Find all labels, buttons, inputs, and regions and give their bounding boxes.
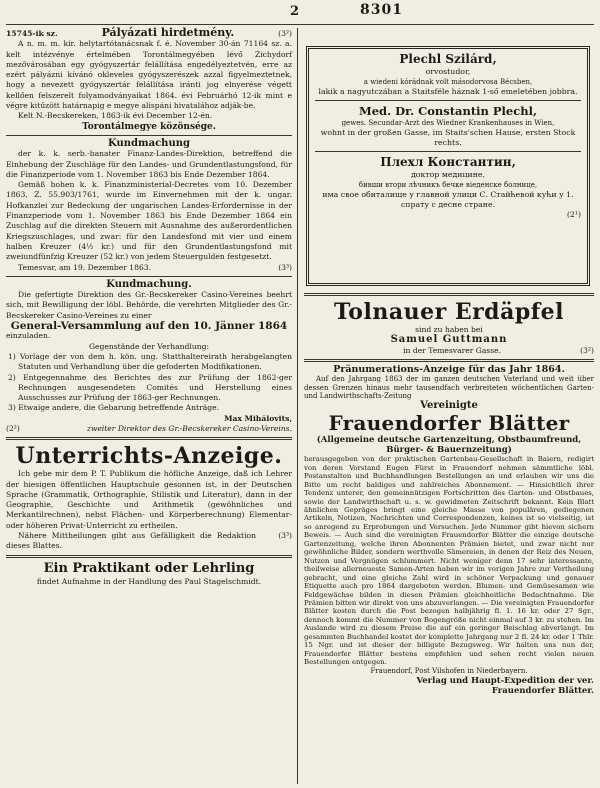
erdaepfel-title: Tolnauer Erdäpfel bbox=[333, 299, 565, 325]
fr-publisher1: Verlag und Haupt-Expedition der ver. bbox=[416, 675, 594, 686]
kund2-invite: einzuladen. bbox=[6, 331, 51, 341]
unterricht-body: Ich gebe mir dem P. T. Publikum die höfliche Anzeige, daß ich Lehrer der hiesigen öffentlichen Hauptschule gesonnen ist, in der Deutschen Sprache (Grammatik, Orthographie, Stilistik und Literatur), dann in der Geographie, Geschichte und Arithmetik (gewöhnliches und Merkantilrechnen), nebst Flächen- und Körperberechnung) Elementar- oder höheren Privat-Unterricht zu ertheilen. bbox=[6, 469, 292, 530]
erdaepfel-l1: sind zu haben bei bbox=[415, 325, 483, 334]
separator bbox=[304, 359, 594, 362]
kund1-date: Temesvar, am 19. Dezember 1863. bbox=[18, 262, 152, 272]
kund2-assembly: General-Versammlung auf den 10. Jänner 1864 bbox=[10, 320, 288, 333]
separator bbox=[304, 293, 594, 296]
column-divider bbox=[297, 28, 298, 784]
unterricht-note: Nähere Mittheilungen gibt aus Gefälligkeit die Redaktion dieses Blattes. bbox=[6, 531, 256, 551]
ad-signature: Torontálmegye közönsége. bbox=[82, 121, 216, 132]
kund2-item: 1) Vorlage der von dem h. kön. ung. Statthaltereirath herabgelangten Statuten und Verhandlung über die gefoderten Modifikationen. bbox=[8, 351, 292, 372]
ad-date: Kelt N.-Becskereken, 1863-ik évi December 12-én. bbox=[18, 111, 213, 121]
kundmachung-casino bbox=[6, 280, 292, 434]
plechl-name-de: Med. Dr. Constantin Plechl, bbox=[359, 104, 537, 118]
plechl-title-hu: orvostudor, bbox=[425, 67, 471, 76]
kund2-item: 2) Entgegennahme des Berichtes des zur Prüfung der 1862-ger Rechnungen ausgesendeten Comités und Herstellung eines Ausschusses zur Prüfung der 1863-ger Rechnungen. bbox=[8, 372, 292, 403]
erdaepfel-ad bbox=[304, 299, 594, 356]
kund1-mark: (3³) bbox=[278, 262, 292, 272]
plechl-line-de: gewes. Secundar-Arzt des Wiedner Krankenhauses in Wien, bbox=[341, 119, 555, 127]
plechl-addr-hu: lakik a nagyutczában a Staitsféle háznak 1-ső emeletében jobbra. bbox=[318, 87, 578, 96]
plechl-line-hu: a wiedeni kórádnak volt másodorvosa Bécsben, bbox=[363, 78, 533, 86]
fr-vereinigte: Vereinigte bbox=[420, 399, 478, 411]
erdaepfel-mark: (3²) bbox=[580, 345, 594, 355]
frauendorfer-ad bbox=[304, 365, 594, 696]
praktikant-title: Ein Praktikant oder Lehrling bbox=[43, 560, 255, 576]
fr-title: Frauendorfer Blätter bbox=[328, 411, 570, 436]
fr-body: herausgegeben von der praktischen Gartenbau-Gesellschaft in Baiern, redigirt von deren Vorstand Eugen Fürst in Frauendorf nehmen sämmtliche löbl. Postanstalten und Buchhandlungen Bestellungen an und erlauben wir uns die Bitte um recht baldiges und zahlreiches Abonnement. — Hinsichtlich ihrer Tendenz unterer, den gemeinnützigen Fortschritten des Garten- und Obstbaues, sowie der Landwirthschaft u. s. w. gewidmeten Zeitschrift bekannt. Kein Blatt ähnlichen Gepräges bringt eine gleiche Masse von populären, gediegenen Artikeln, Notizen, Nachrichten und Correspondenzen, keines ist so vielseitig, ist so anregend zu Erprobungen und Versuchen. Jede Nummer gibt hievon sichern Beweis. — Auch sind die vereinigten Frauendorfer Blätter die einzige deutsche Gartenzeitung, welche ihren Abonnenten Prämien bietet, und zwar nicht nur gewöhnliche Bilder, sondern werthvolle Sämereien, in denen der Reiz des Neuen, Nutzen und Vergnügen schlummert. Nicht weniger denn 17 sehr interessante, theilweise allerneueste Samen-Arten haben wir im vorigen Jahre zur Vertheilung gebracht, und eine gleiche Zahl wird in schöner Verpackung und genauer Etiquette auch pro 1864 dargeboten werden. Blumen- und Gemüsesamen wie Feldgewächse bilden in diesen Prämien gleichheitliche Bedachtnahme. Die Prämien bitten wir direkt von uns abzuverlangen. — Die vereinigten Frauendorfer Blätter kosten durch die Post bezogen halbjährig fl. 1. 16 kr. oder 27 Sgr., dennoch kommt die Nummer von Bogengröße nicht einmal auf 3 kr. zu stehen. Im Auslande wird zu diesem Preise die auf ein geringer Beischlag abverlangt. Im gesammten Buchhandel kostet der komplette Jahrgang nur 2 fl. 24 kr. oder 1 Thlr. 15 Ngr. und ist dieser der billigste Bezugsweg. Wir halten uns nun der, Frauendorfer Blätter bestens empfehlen und sehen recht vielen neuen Bestellungen entgegen. bbox=[304, 455, 594, 667]
praktikant-ad bbox=[6, 561, 292, 587]
fr-sub: (Allgemeine deutsche Gartenzeitung, Obstbaumfreund, Bürger- & Bauernzeitung) bbox=[316, 435, 582, 456]
separator bbox=[6, 276, 292, 277]
fr-head: Pränumerations-Anzeige für das Jahr 1864. bbox=[333, 363, 565, 375]
unterricht-mark: (3³) bbox=[278, 531, 292, 541]
kund1-p1: der k. k. serb.-banater Finanz-Landes-Direktion, betreffend die Einhebung der Zuschläge für den Landes- und Grundentlastungsfond, für die Finanzperiode vom 1. November 1863 bis Ende Dezember 1864. bbox=[6, 149, 292, 179]
kund2-sign-role: zweiter Direktor des Gr.-Becskereker Casino-Vereins. bbox=[86, 423, 292, 433]
page-number: 2 bbox=[290, 4, 300, 19]
plechl-name-hu: Plechl Szilárd, bbox=[399, 52, 497, 66]
header-rule bbox=[6, 24, 594, 25]
plechl-name-sr: Плехл Константин, bbox=[380, 155, 516, 169]
erdaepfel-l2: in der Temesvarer Gasse. bbox=[403, 345, 502, 355]
plechl-addr-sr: има свое обиталище у главной улици С. Стайћевой кући у 1. спрату с десне стране. bbox=[322, 190, 574, 209]
kund2-sign-name: Max Mihálovits, bbox=[224, 413, 292, 423]
kund2-title: Kundmachung. bbox=[106, 278, 192, 290]
plechl-addr-de: wohnt in der großen Gasse, im Staits'schen Hause, ersten Stock rechts. bbox=[320, 128, 576, 147]
kundmachung-finanz bbox=[6, 139, 292, 273]
plechl-line-sr: бивши втори лѣчникъ бечке віеденске болнице, bbox=[358, 181, 538, 189]
right-column bbox=[304, 290, 594, 696]
kund2-p1: Die gefertigte Direktion des Gr.-Becskereker Casino-Vereines beehrt sich, mit Bewilligung der löbl. Behörde, die verehrten Mitglieder des Gr.-Becskereker Casino-Vereines zu einer bbox=[6, 290, 292, 320]
palyazati-ad bbox=[6, 28, 292, 132]
plechl-mark: (2¹) bbox=[566, 210, 581, 219]
erdaepfel-name: Samuel Guttmann bbox=[390, 334, 508, 346]
ad-body: A n. m. m. kir. helytartótanácsnak f. é. November 30-án 71164 sz. a. kelt intézvénye értelmében Torontálmegyében lévő Zichydorf mezővárosában egy gyógyszertár felállítása engedélyeztetvén, erre az ezért pályázni kívánó okleveles gyógyszerészek azzal figyelmeztetnek, hogy a nevezett gyógyszertár felállítása iránti jog elnyerése végett kellően felszerelt folyamodványaikat 1864. évi Februárhó 12-ik mint e végre kitűzött határnapig e megye alispáni hivatalához adják-be. bbox=[6, 39, 292, 111]
left-column bbox=[6, 28, 292, 587]
kund1-title: Kundmachung bbox=[108, 137, 190, 149]
ad-mark: (3²) bbox=[278, 29, 292, 38]
separator bbox=[6, 135, 292, 136]
plechl-ad-box bbox=[306, 46, 590, 286]
separator bbox=[6, 555, 292, 558]
box-separator bbox=[315, 151, 581, 152]
kund2-item: 3) Etwaige andere, die Gebarung betreffende Anträge. bbox=[8, 403, 220, 413]
plechl-title-sr: доктор медицине, bbox=[410, 170, 486, 179]
praktikant-body: findet Aufnahme in der Handlung des Paul Stagelschmidt. bbox=[36, 576, 262, 586]
kund2-topics-title: Gegenstände der Verhandlung: bbox=[88, 341, 210, 351]
separator bbox=[6, 437, 292, 440]
kund2-mark: (2²) bbox=[6, 423, 20, 433]
fr-intro: Auf den Jahrgang 1863 der im ganzen deutschen Vaterland und weit über dessen Grenzen hinaus mehr tausendfach verbreiteten wöchentlichen Garten- und Landwirthschafts-Zeitung bbox=[304, 375, 594, 401]
archive-stamp: 8301 bbox=[360, 2, 403, 18]
fr-publisher2: Frauendorfer Blätter. bbox=[491, 685, 594, 696]
kund1-p2: Gemäß hohen k. k. Finanzministerial-Decretes vom 10. Dezember 1863, Z. 55.903/1761, wurde im Einvernehmen mit der k. ungar. Hofkanzlei zur Bedeckung der ungarischen Landes-Erfordernisse in der Finanzperiode vom 1. November 1863 bis Ende Dezember 1864 ein Zuschlag auf die direkten Steuern mit Ausnahme des außerordentlichen Kriegszuschlages, und zwar: für den Landesfond mit vier und einem halben Kreuzer (4½ kr.) und für den Grundentlastungsfond mit zweiundfünfzig Kreuzer (52 kr.) von jedem Steuergulden festgesetzt. bbox=[6, 180, 292, 262]
unterricht-title: Unterrichts-Anzeige. bbox=[15, 443, 283, 470]
ad-title: Pályázati hirdetmény. bbox=[101, 26, 235, 39]
fr-place: Frauendorf, Post Vilshofen in Niederbayern. bbox=[370, 666, 528, 675]
ad-id: 15745-ik sz. bbox=[6, 29, 58, 38]
unterrichts-anzeige bbox=[6, 443, 292, 551]
box-separator bbox=[315, 100, 581, 101]
